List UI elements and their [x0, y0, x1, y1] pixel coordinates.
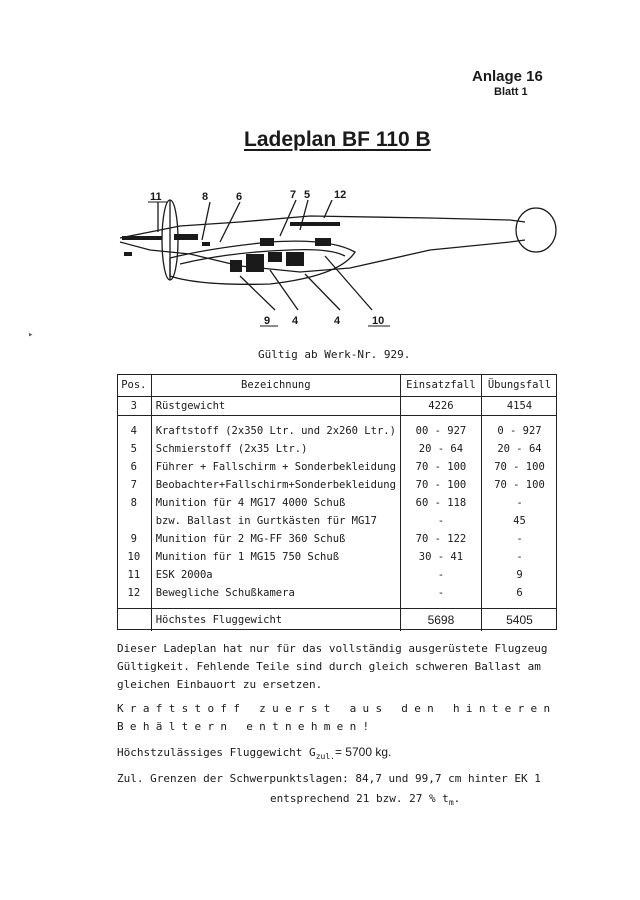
blatt-label: Blatt 1 — [494, 86, 528, 98]
callout-4a: 4 — [292, 315, 299, 327]
cell-bezeichnung: Bewegliche Schußkamera — [151, 584, 400, 602]
table-header-row — [117, 374, 557, 397]
header-uebungsfall: Übungsfall — [481, 374, 557, 397]
cell-pos: 3 — [117, 397, 151, 416]
cell-bezeichnung: Munition für 4 MG17 4000 Schuß — [151, 494, 400, 512]
note-line: Gültigkeit. Fehlende Teile sind durch gleich schweren Ballast am — [117, 660, 541, 673]
max-weight-note — [117, 743, 391, 766]
cell-bezeichnung: Beobachter+Fallschirm+Sonderbekleidung — [151, 476, 400, 494]
cell-bezeichnung: ESK 2000a — [151, 566, 400, 584]
cell-bezeichnung: bzw. Ballast in Gurtkästen für MG17 — [151, 512, 400, 530]
cell-bezeichnung: Führer + Fallschirm + Sonderbekleidung — [151, 458, 400, 476]
cg-limits-line: Zul. Grenzen der Schwerpunktslagen: 84,7 und 99,7 cm hinter EK 1 — [117, 772, 541, 785]
table-row — [117, 397, 557, 416]
cell-pos — [117, 512, 151, 530]
header-pos: Pos. — [117, 374, 151, 397]
load-table — [117, 374, 557, 631]
cell-bezeichnung: Rüstgewicht — [151, 397, 400, 416]
cell-uebungsfall: - — [516, 497, 523, 509]
callout-7: 7 — [290, 189, 297, 201]
callout-5: 5 — [304, 189, 311, 201]
validity-note — [117, 640, 557, 694]
table-row — [117, 458, 557, 476]
cell-pos: 4 — [117, 422, 151, 440]
cell-einsatzfall: 70 - 122 — [400, 530, 481, 548]
page-title: Ladeplan BF 110 B — [244, 128, 431, 151]
total-uebungsfall: 5405 — [481, 609, 557, 632]
max-weight-sub: zul. — [315, 752, 335, 762]
cell-uebungsfall: 70 - 100 — [494, 461, 545, 473]
cell-uebungsfall: 4154 — [481, 397, 557, 416]
anlage-label: Anlage 16 — [472, 68, 543, 85]
warning-line: Kraftstoff zuerst aus den hinteren — [117, 702, 557, 715]
cell-einsatzfall: 60 - 118 — [400, 494, 481, 512]
cell-pos: 8 — [117, 494, 151, 512]
table-row — [117, 512, 557, 530]
cell-uebungsfall: - — [516, 551, 523, 563]
table-row — [117, 476, 557, 494]
header-einsatzfall: Einsatzfall — [400, 374, 481, 397]
valid-from-note: Gültig ab Werk-Nr. 929. — [258, 348, 411, 361]
cell-pos: 9 — [117, 530, 151, 548]
cg-limits-text: entsprechend 21 bzw. 27 % t — [270, 792, 449, 805]
cell-uebungsfall: 9 — [516, 569, 523, 581]
total-label: Höchstes Fluggewicht — [151, 609, 400, 632]
cell-uebungsfall: 0 - 927 — [497, 425, 542, 437]
cell-einsatzfall: - — [400, 566, 481, 584]
cell-einsatzfall: 00 - 927 — [400, 422, 481, 440]
cell-einsatzfall: - — [400, 584, 481, 602]
cell-pos: 11 — [117, 566, 151, 584]
note-line: gleichen Einbauort zu ersetzen. — [117, 678, 323, 691]
callout-4b: 4 — [334, 315, 341, 327]
cell-einsatzfall: 30 - 41 — [400, 548, 481, 566]
cell-pos: 10 — [117, 548, 151, 566]
margin-mark: ▸ — [28, 330, 34, 340]
cell-einsatzfall: 70 - 100 — [400, 458, 481, 476]
cell-uebungsfall: 70 - 100 — [494, 479, 545, 491]
table-row — [117, 530, 557, 548]
total-einsatzfall: 5698 — [400, 609, 481, 632]
callout-6: 6 — [236, 191, 243, 203]
cell-einsatzfall: 70 - 100 — [400, 476, 481, 494]
cell-bezeichnung: Munition für 1 MG15 750 Schuß — [151, 548, 400, 566]
table-row — [117, 494, 557, 512]
callout-10: 10 — [372, 315, 385, 327]
callout-8: 8 — [202, 191, 209, 203]
max-weight-value: = 5700 kg. — [334, 745, 392, 759]
cell-uebungsfall: 20 - 64 — [497, 443, 542, 455]
callout-12: 12 — [334, 189, 347, 201]
cell-einsatzfall: 4226 — [400, 397, 481, 416]
callout-11: 11 — [150, 191, 162, 203]
header-bezeichnung: Bezeichnung — [151, 374, 400, 397]
note-line: Dieser Ladeplan hat nur für das vollständig ausgerüstete Flugzeug — [117, 642, 548, 655]
max-weight-label: Höchstzulässiges Fluggewicht G — [117, 746, 316, 759]
cell-bezeichnung: Schmierstoff (2x35 Ltr.) — [151, 440, 400, 458]
table-total-row — [117, 609, 557, 632]
fuel-warning — [117, 700, 557, 736]
cell-uebungsfall: 45 — [513, 515, 526, 527]
cell-bezeichnung: Kraftstoff (2x350 Ltr. und 2x260 Ltr.) — [151, 422, 400, 440]
cell-pos: 6 — [117, 458, 151, 476]
cell-pos: 7 — [117, 476, 151, 494]
table-row — [117, 548, 557, 566]
table-row — [117, 422, 557, 440]
warning-line: Behältern entnehmen! — [117, 720, 376, 733]
cell-pos: 12 — [117, 584, 151, 602]
table-row — [117, 584, 557, 602]
table-row — [117, 440, 557, 458]
cg-limits-line-2 — [270, 790, 460, 812]
cg-limits-sub: m — [448, 798, 454, 808]
cell-uebungsfall: - — [516, 533, 523, 545]
cell-einsatzfall: - — [400, 512, 481, 530]
table-row — [117, 566, 557, 584]
callout-9: 9 — [264, 315, 271, 327]
cg-limits-end: . — [453, 792, 461, 805]
cell-pos: 5 — [117, 440, 151, 458]
cell-einsatzfall: 20 - 64 — [400, 440, 481, 458]
aircraft-diagram — [110, 180, 560, 340]
cell-uebungsfall: 6 — [516, 587, 523, 599]
cell-bezeichnung: Munition für 2 MG-FF 360 Schuß — [151, 530, 400, 548]
